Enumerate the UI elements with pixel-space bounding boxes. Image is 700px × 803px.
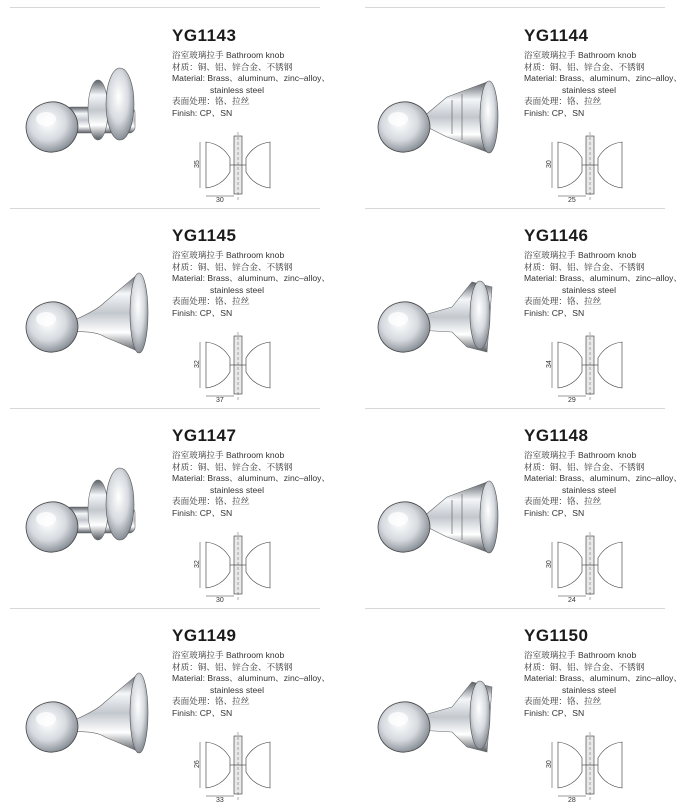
material-en-cont: stainless steel — [562, 84, 616, 95]
finish-en: Finish: CP、SN — [172, 107, 233, 118]
product-photo — [10, 212, 160, 392]
dimension-width: 25 — [568, 197, 576, 202]
product-photo — [362, 12, 512, 192]
technical-drawing — [192, 730, 284, 802]
material-en-cont: stainless steel — [210, 284, 264, 295]
dimension-width: 24 — [568, 597, 576, 602]
product-photo — [362, 412, 512, 592]
product-code: YG1148 — [524, 426, 589, 445]
material-en-cont: stainless steel — [562, 484, 616, 495]
finish-cn: 表面处理：铬、拉丝 — [524, 96, 602, 106]
technical-drawing — [192, 130, 284, 202]
material-cn: 材质：铜、铝、锌合金、不锈钢 — [524, 661, 645, 672]
dimension-height: 30 — [546, 160, 553, 168]
finish-en: Finish: CP、SN — [524, 307, 585, 318]
material-cn: 材质：铜、铝、锌合金、不锈钢 — [172, 661, 293, 672]
product-name: 浴室玻璃拉手 Bathroom knob — [172, 650, 285, 660]
divider — [365, 208, 665, 209]
material-en: Material: Brass、aluminum、zinc–alloy、 — [524, 73, 683, 83]
dimension-height: 32 — [194, 560, 201, 568]
finish-en: Finish: CP、SN — [524, 707, 585, 718]
product-info — [524, 650, 682, 719]
finish-cn: 表面处理：铬、拉丝 — [524, 696, 602, 706]
product-name: 浴室玻璃拉手 Bathroom knob — [524, 50, 637, 60]
material-cn: 材质：铜、铝、锌合金、不锈钢 — [524, 461, 645, 472]
product-photo — [10, 412, 160, 592]
product-code: YG1146 — [524, 226, 589, 245]
product-card — [10, 612, 340, 802]
divider — [365, 608, 665, 609]
product-card — [362, 612, 692, 802]
finish-cn: 表面处理：铬、拉丝 — [172, 96, 250, 106]
material-en: Material: Brass、aluminum、zinc–alloy、 — [172, 673, 331, 683]
material-en-cont: stainless steel — [210, 684, 264, 695]
material-cn: 材质：铜、铝、锌合金、不锈钢 — [172, 61, 293, 72]
material-en: Material: Brass、aluminum、zinc–alloy、 — [172, 73, 331, 83]
divider — [365, 408, 665, 409]
finish-cn: 表面处理：铬、拉丝 — [524, 496, 602, 506]
material-en-cont: stainless steel — [562, 684, 616, 695]
finish-en: Finish: CP、SN — [524, 507, 585, 518]
product-photo — [362, 212, 512, 392]
product-info — [172, 450, 330, 519]
product-info — [172, 250, 330, 319]
material-en-cont: stainless steel — [210, 84, 264, 95]
material-cn: 材质：铜、铝、锌合金、不锈钢 — [172, 261, 293, 272]
dimension-height: 34 — [546, 360, 553, 368]
technical-drawing — [192, 530, 284, 602]
divider — [365, 7, 665, 8]
finish-en: Finish: CP、SN — [172, 507, 233, 518]
technical-drawing — [544, 530, 636, 602]
product-info — [172, 50, 330, 119]
product-card — [362, 12, 692, 202]
technical-drawing — [544, 330, 636, 402]
dimension-width: 28 — [568, 797, 576, 802]
product-card — [10, 12, 340, 202]
material-en-cont: stainless steel — [562, 284, 616, 295]
product-card — [10, 412, 340, 602]
product-info — [524, 450, 682, 519]
product-name: 浴室玻璃拉手 Bathroom knob — [172, 50, 285, 60]
material-en-cont: stainless steel — [210, 484, 264, 495]
product-info — [172, 650, 330, 719]
technical-drawing — [544, 730, 636, 802]
dimension-height: 30 — [546, 760, 553, 768]
material-en: Material: Brass、aluminum、zinc–alloy、 — [172, 273, 331, 283]
material-en: Material: Brass、aluminum、zinc–alloy、 — [524, 273, 683, 283]
product-name: 浴室玻璃拉手 Bathroom knob — [524, 650, 637, 660]
product-photo — [10, 612, 160, 792]
dimension-height: 26 — [194, 760, 201, 768]
finish-cn: 表面处理：铬、拉丝 — [172, 296, 250, 306]
product-info — [524, 50, 682, 119]
dimension-width: 33 — [216, 797, 224, 802]
finish-cn: 表面处理：铬、拉丝 — [172, 496, 250, 506]
finish-en: Finish: CP、SN — [524, 107, 585, 118]
product-code: YG1145 — [172, 226, 237, 245]
finish-en: Finish: CP、SN — [172, 707, 233, 718]
product-code: YG1144 — [524, 26, 589, 45]
material-cn: 材质：铜、铝、锌合金、不锈钢 — [524, 261, 645, 272]
dimension-width: 29 — [568, 397, 576, 402]
product-name: 浴室玻璃拉手 Bathroom knob — [172, 250, 285, 260]
technical-drawing — [544, 130, 636, 202]
technical-drawing — [192, 330, 284, 402]
product-card — [362, 212, 692, 402]
product-card — [362, 412, 692, 602]
product-code: YG1143 — [172, 26, 237, 45]
material-en: Material: Brass、aluminum、zinc–alloy、 — [524, 473, 683, 483]
dimension-width: 30 — [216, 597, 224, 602]
finish-en: Finish: CP、SN — [172, 307, 233, 318]
dimension-height: 30 — [546, 560, 553, 568]
finish-cn: 表面处理：铬、拉丝 — [524, 296, 602, 306]
dimension-height: 35 — [194, 160, 201, 168]
product-code: YG1149 — [172, 626, 237, 645]
dimension-width: 30 — [216, 197, 224, 202]
dimension-height: 32 — [194, 360, 201, 368]
material-en: Material: Brass、aluminum、zinc–alloy、 — [172, 473, 331, 483]
material-cn: 材质：铜、铝、锌合金、不锈钢 — [172, 461, 293, 472]
product-info — [524, 250, 682, 319]
divider — [10, 208, 320, 209]
product-name: 浴室玻璃拉手 Bathroom knob — [172, 450, 285, 460]
divider — [10, 7, 320, 8]
finish-cn: 表面处理：铬、拉丝 — [172, 696, 250, 706]
material-cn: 材质：铜、铝、锌合金、不锈钢 — [524, 61, 645, 72]
dimension-width: 37 — [216, 397, 224, 402]
divider — [10, 408, 320, 409]
divider — [10, 608, 320, 609]
product-name: 浴室玻璃拉手 Bathroom knob — [524, 250, 637, 260]
product-card — [10, 212, 340, 402]
product-code: YG1147 — [172, 426, 237, 445]
product-photo — [362, 612, 512, 792]
product-photo — [10, 12, 160, 192]
material-en: Material: Brass、aluminum、zinc–alloy、 — [524, 673, 683, 683]
product-code: YG1150 — [524, 626, 589, 645]
product-name: 浴室玻璃拉手 Bathroom knob — [524, 450, 637, 460]
